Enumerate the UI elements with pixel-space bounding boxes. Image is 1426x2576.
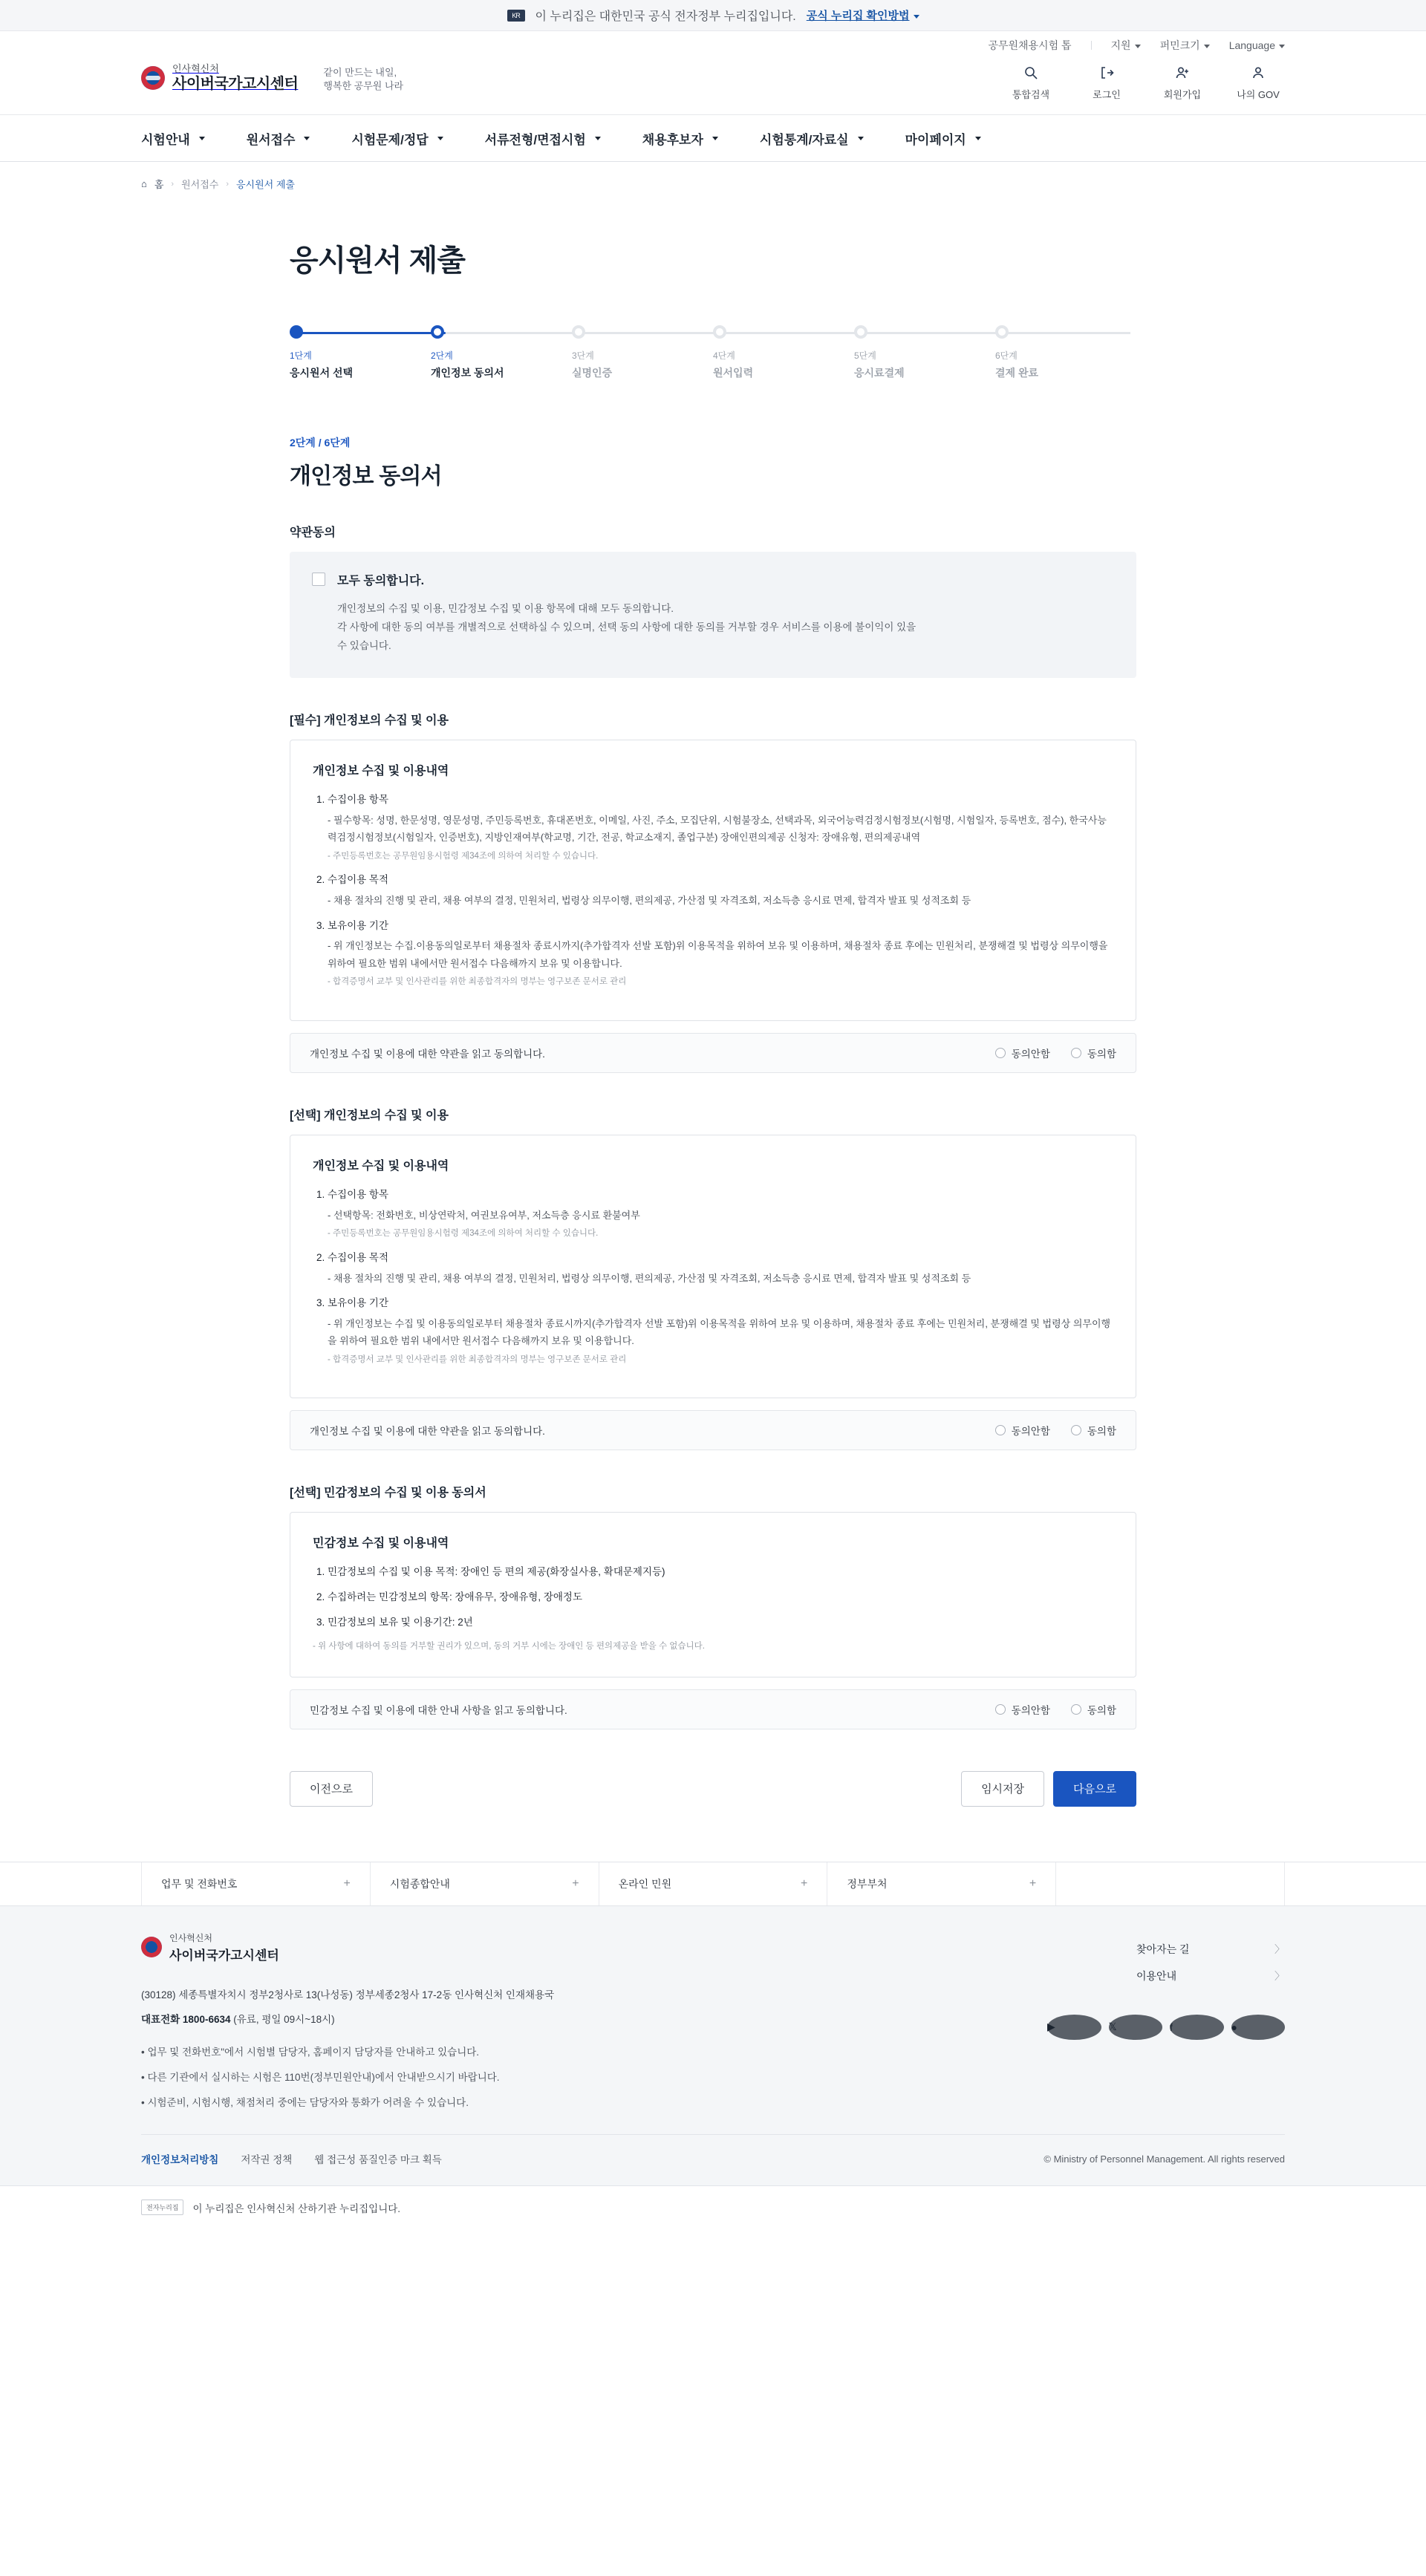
breadcrumb-home[interactable]: 홈 <box>154 179 164 190</box>
step-5[interactable] <box>854 325 995 380</box>
privacy-policy-link[interactable]: 개인정보처리방침 <box>141 2154 219 2166</box>
header-mygov-button[interactable] <box>1231 65 1285 101</box>
chevron-down-icon <box>595 137 601 140</box>
agree-all-description: 개인정보의 수집 및 이용, 민감정보 수집 및 이용 항목에 대해 모두 동의합니다. 각 사항에 대한 동의 여부를 개별적으로 선택하실 수 있으며, 선택 동의 사항에 대한 동의를 거부할 경우 서비스를 이용에 불이익이 있을 수 있습니다. <box>337 603 917 651</box>
chevron-right-icon: › <box>171 179 175 189</box>
block-0-item-2-fine: - 합격증명서 교부 및 인사관리를 위한 최종합격자의 명부는 영구보존 문서로 관리 <box>328 977 627 987</box>
step-label: 개인정보 동의서 <box>431 367 504 379</box>
facebook-icon[interactable]: f <box>1170 2015 1224 2040</box>
footer-logo-line2: 사이버국가고시센터 <box>169 1948 279 1963</box>
footer-logo-line1: 인사혁신처 <box>169 1932 212 1943</box>
step-dot <box>854 325 867 339</box>
temp-save-button[interactable]: 임시저장 <box>961 1771 1044 1807</box>
block-1-item-0-title: 수집이용 항목 <box>328 1188 388 1200</box>
block-1-item-2-sub: - 위 개인정보는 수집 및 이용동의일로부터 채용절차 종료시까지(추가합격자 선발 포함)위 이용목적을 위하여 보유 및 이용하며, 채용절차 종료 후에는 민원처리, 분쟁해결 및 법령상 의무이행을 위하여 필요한 범위 내에서만 원서접수 다음해까지 보유 및 이용합니다. <box>328 1317 1111 1347</box>
step-number: 3단계 <box>572 350 594 361</box>
chevron-down-icon <box>914 15 919 19</box>
footer-tel-note: (유료, 평일 09시~18시) <box>233 2014 335 2026</box>
header-search-button[interactable] <box>1004 65 1058 101</box>
sensitive-radio-label: 민감정보 수집 및 이용에 대한 안내 사항을 읽고 동의합니다. <box>310 1704 567 1716</box>
nav-item-statistics[interactable]: 시험통계/자료실 <box>760 129 864 148</box>
step-2[interactable] <box>431 325 572 380</box>
step-3[interactable] <box>572 325 713 380</box>
progress-stepper <box>290 325 1136 380</box>
logo-line2: 사이버국가고시센터 <box>172 76 299 93</box>
footer-link-3[interactable]: 정부부처 + <box>827 1862 1056 1905</box>
gov-official-banner <box>0 0 1426 31</box>
chevron-down-icon <box>1135 45 1141 48</box>
chevron-down-icon <box>1279 45 1285 48</box>
sensitive-radio-disagree[interactable]: 동의안함 <box>995 1702 1050 1717</box>
utility-bar <box>111 31 1315 59</box>
step-dot <box>713 325 726 339</box>
header-login-label: 로그인 <box>1093 89 1121 100</box>
block-1-item-2-fine: - 합격증명서 교부 및 인사관리를 위한 최종합격자의 명부는 영구보존 문서로 관리 <box>328 1354 627 1364</box>
gov-emblem-icon <box>141 1937 162 1957</box>
gov-banner-text: 이 누리집은 대한민국 공식 전자정부 누리집입니다. <box>535 10 796 23</box>
page-title: 응시원서 제출 <box>290 244 465 277</box>
chevron-down-icon <box>437 137 443 140</box>
plus-icon: + <box>1029 1876 1037 1890</box>
radio-button[interactable] <box>995 1425 1006 1435</box>
slogan <box>323 63 403 93</box>
step-number: 4단계 <box>713 350 735 361</box>
nav-item-documents-interview[interactable]: 서류전형/면접시험 <box>485 129 601 148</box>
block-1-item-0-sub: - 선택항목: 전화번호, 비상연락처, 여권보유여부, 저소득층 응시료 환불여부 <box>328 1209 640 1221</box>
step-number: 1단계 <box>290 350 312 361</box>
user-plus-icon <box>1156 65 1209 82</box>
block-1-item-0-fine: - 주민등록번호는 공무원임용시험령 제34조에 의하여 처리할 수 있습니다. <box>328 1229 599 1239</box>
breadcrumb-current: 응시원서 제출 <box>236 179 295 190</box>
footer-quick-links <box>0 1862 1426 1905</box>
nav-item-application[interactable]: 원서접수 <box>247 129 310 148</box>
step-label: 응시료결제 <box>854 367 905 379</box>
chevron-down-icon <box>304 137 310 140</box>
block-0-heading: [필수] 개인정보의 수집 및 이용 <box>290 714 449 727</box>
chevron-right-icon: 〉 <box>1274 1943 1285 1955</box>
footer-right-column <box>1047 1936 1285 2040</box>
block-1-terms <box>290 1135 1136 1398</box>
util-item-3[interactable]: Language <box>1229 39 1285 51</box>
web-accessibility-link[interactable]: 웹 접근성 품질인증 마크 획득 <box>314 2154 442 2166</box>
block-0-item-2-title: 보유이용 기간 <box>328 919 388 931</box>
logo-line1: 인사혁신처 <box>172 63 219 74</box>
block-1-item-1-sub: - 채용 절차의 진행 및 관리, 채용 여부의 결정, 민원처리, 법령상 의무이행, 편의제공, 가산점 및 자격조회, 저소득층 응시료 면제, 합격자 발표 및 성적조회 등 <box>328 1272 971 1284</box>
footer-tel-label: 대표전화 1800-6634 <box>141 2014 231 2026</box>
header-search-label: 통합검색 <box>1012 89 1050 100</box>
step-label: 결제 완료 <box>995 367 1038 379</box>
step-dot <box>431 325 444 339</box>
step-dot <box>572 325 585 339</box>
site-header <box>111 59 1315 114</box>
site-logo[interactable] <box>141 62 298 93</box>
plus-icon: + <box>572 1876 579 1890</box>
chevron-down-icon <box>712 137 718 140</box>
block-0-radio-label: 개인정보 수집 및 이용에 대한 약관을 읽고 동의합니다. <box>310 1048 545 1060</box>
brand-area <box>141 62 403 93</box>
chevron-down-icon <box>1204 45 1210 48</box>
nav-item-candidates[interactable]: 채용후보자 <box>642 129 718 148</box>
footer-strip-text: 이 누리집은 인사혁신처 산하기관 누리집입니다. <box>192 2202 401 2214</box>
block-1-heading: [선택] 개인정보의 수집 및 이용 <box>290 1109 449 1122</box>
gov-confirm-link[interactable]: 공식 누리집 확인방법 <box>807 7 919 23</box>
header-icon-menu <box>1004 62 1285 101</box>
sensitive-radio-row <box>290 1689 1136 1729</box>
block-0-item-0-sub: - 필수항목: 성명, 한문성명, 영문성명, 주민등록번호, 휴대폰번호, 이메일, 사진, 주소, 모집단위, 시험불장소, 선택과목, 외국어능력검정시험정보(시험명, 시험일자, 등록번호, 점수), 한국사능력검정시험정보(시험일자, 인증번호), 지방인재여부(학교명, 기간, 전공, 학교소재지, 졸업구분) 장애인편의제공 신청자: 장애유형, 편의제공내역 <box>328 814 1107 844</box>
person-icon <box>1231 65 1285 82</box>
block-0-radio-disagree[interactable]: 동의안함 <box>995 1046 1050 1060</box>
plus-icon: + <box>801 1876 808 1890</box>
block-0-radio-row <box>290 1033 1136 1073</box>
step-number: 2단계 <box>431 350 453 361</box>
footer-copyright: © Ministry of Personnel Management. All rights reserved <box>1044 2153 1285 2165</box>
agree-all-title: 모두 동의합니다. <box>337 575 425 587</box>
sensitive-heading: [선택] 민감정보의 수집 및 이용 동의서 <box>290 1487 486 1500</box>
step-number: 5단계 <box>854 350 876 361</box>
block-1-radio-row <box>290 1410 1136 1450</box>
footer-notes <box>141 2040 1285 2115</box>
korea-flag-icon: KR <box>507 10 525 22</box>
header-mygov-label: 나의 GOV <box>1237 89 1280 100</box>
divider <box>1091 41 1092 50</box>
chevron-down-icon <box>199 137 205 140</box>
nav-item-mypage[interactable]: 마이페이지 <box>905 129 981 148</box>
radio-button[interactable] <box>1071 1048 1081 1058</box>
footer-link-0[interactable]: 업무 및 전화번호 + <box>141 1862 371 1905</box>
gov-site-badge-icon: 전자누리집 <box>141 2200 183 2215</box>
block-1-radio-disagree[interactable]: 동의안함 <box>995 1423 1050 1438</box>
login-icon <box>1080 65 1133 82</box>
copyright-policy-link[interactable]: 저작권 정책 <box>241 2154 293 2166</box>
sensitive-item-1: 2. 수집하려는 민감정보의 항목: 장애유무, 장애유형, 장애정도 <box>328 1589 1113 1606</box>
block-0-item-2-sub: - 위 개인정보는 수집.이용동의일로부터 채용절차 종료시까지(추가합격자 선발 포함)위 이용목적을 위하여 보유 및 이용하며, 채용절차 종료 후에는 민원처리, 분쟁해결 및 법령상 의무이행을 위하여 필요한 범위 내에서만 원서접수 다음해까지 보유 및 이용합니다. <box>328 940 1108 969</box>
nav-item-exam-info[interactable]: 시험안내 <box>141 129 205 148</box>
home-icon[interactable]: ⌂ <box>141 178 147 189</box>
block-0-box-title: 개인정보 수집 및 이용내역 <box>313 764 449 777</box>
footer-social-links <box>1047 2015 1285 2040</box>
sensitive-terms <box>290 1512 1136 1677</box>
step-label: 원서입력 <box>713 367 754 379</box>
block-0-radio-agree[interactable]: 동의함 <box>1071 1046 1116 1060</box>
sensitive-item-2: 3. 민감정보의 보유 및 이용기간: 2년 <box>328 1614 1113 1631</box>
section-title: 개인정보 동의서 <box>290 464 442 489</box>
block-0-item-0-title: 수집이용 항목 <box>328 793 388 805</box>
block-1-item-2-title: 보유이용 기간 <box>328 1297 388 1308</box>
breadcrumb-item-0[interactable]: 원서접수 <box>181 179 219 190</box>
nav-item-questions-answers[interactable]: 시험문제/정답 <box>351 129 443 148</box>
youtube-icon[interactable]: ▶ <box>1047 2015 1101 2040</box>
footer-address: (30128) 세종특별자치시 정부2청사로 13(나성동) 정부세종2청사 17-2동 인사혁신처 인재채용국 <box>141 1989 555 2001</box>
util-item-0[interactable]: 공무원채용시험 톱 <box>988 39 1072 51</box>
breadcrumb <box>111 162 1315 191</box>
step-label: 응시원서 선택 <box>290 367 354 379</box>
radio-button[interactable] <box>1071 1425 1081 1435</box>
main-nav-wrapper <box>0 114 1426 162</box>
sensitive-item-0: 1. 민감정보의 수집 및 이용 목적: 장애인 등 편의 제공(화장실사용, 확대문제지등) <box>328 1564 1113 1581</box>
chevron-down-icon <box>975 137 981 140</box>
search-icon <box>1004 65 1058 82</box>
radio-button[interactable] <box>995 1048 1006 1058</box>
block-0-item-0-fine: - 주민등록번호는 공무원임용시험령 제34조에 의하여 처리할 수 있습니다. <box>328 851 599 861</box>
header-signup-label: 회원가입 <box>1163 89 1202 100</box>
header-signup-button[interactable] <box>1156 65 1209 101</box>
footer-directions-link[interactable]: 찾아자는 길 〉 <box>1136 1943 1285 1955</box>
sensitive-fine: - 위 사항에 대하여 동의를 거부할 권리가 있으며, 동의 거부 시에는 장애인 등 편의제공을 받을 수 없습니다. <box>313 1642 705 1651</box>
block-1-item-1-title: 수집이용 목적 <box>328 1251 388 1263</box>
header-login-button[interactable] <box>1080 65 1133 101</box>
step-4[interactable] <box>713 325 854 380</box>
site-footer <box>0 1905 1426 2186</box>
main-content <box>290 191 1136 1807</box>
step-number: 6단계 <box>995 350 1018 361</box>
chevron-right-icon: 〉 <box>1274 1969 1285 1982</box>
footer-note-0: • 업무 및 전화번호"에서 시험별 담당자, 홈페이지 담당자를 안내하고 있습니다. <box>141 2047 480 2058</box>
plus-icon: + <box>343 1876 351 1890</box>
next-button[interactable]: 다음으로 <box>1053 1771 1136 1807</box>
prev-button[interactable]: 이전으로 <box>290 1771 373 1807</box>
block-1-radio-agree[interactable]: 동의함 <box>1071 1423 1116 1438</box>
util-item-2[interactable]: 퍼민크기 <box>1160 38 1210 53</box>
chevron-down-icon <box>858 137 864 140</box>
block-0-item-1-sub: - 채용 절차의 진행 및 관리, 채용 여부의 결정, 민원처리, 법령상 의무이행, 편의제공, 가산점 및 자격조회, 저소득층 응시료 면제, 합격자 발표 및 성적조회 등 <box>328 895 971 907</box>
footer-note-2: • 시험준비, 시험시행, 채점처리 중에는 담당자와 통화가 어려울 수 있습니다. <box>141 2096 469 2108</box>
radio-button[interactable] <box>995 1704 1006 1715</box>
footer-usage-guide-link[interactable]: 이용안내 〉 <box>1136 1969 1285 1982</box>
chevron-right-icon: › <box>226 179 229 189</box>
footer-note-1: • 다른 기관에서 실시하는 시험은 110번(정부민원안내)에서 안내받으시기 바랍니다. <box>141 2071 500 2083</box>
step-6[interactable] <box>995 325 1136 380</box>
block-1-box-title: 개인정보 수집 및 이용내역 <box>313 1159 449 1173</box>
footer-link-2[interactable]: 온라인 민원 + <box>599 1862 828 1905</box>
gov-emblem-icon <box>141 66 165 90</box>
block-1-radio-label: 개인정보 수집 및 이용에 대한 약관을 읽고 동의합니다. <box>310 1426 545 1438</box>
util-item-1[interactable]: 지원 <box>1111 38 1141 53</box>
sensitive-radio-agree[interactable]: 동의함 <box>1071 1702 1116 1717</box>
step-label: 실명인증 <box>572 367 613 379</box>
step-1[interactable] <box>290 325 431 380</box>
main-nav <box>111 115 1315 161</box>
sensitive-box-title: 민감정보 수집 및 이용내역 <box>313 1537 449 1551</box>
slogan-line1: 같이 만드는 내일, <box>323 66 397 78</box>
footer-bottom-strip <box>0 2185 1426 2228</box>
agree-all-checkbox[interactable] <box>312 573 325 586</box>
agree-all-box[interactable] <box>290 552 1136 678</box>
step-dot <box>290 325 303 339</box>
block-0-item-1-title: 수집이용 목적 <box>328 874 388 886</box>
form-button-row <box>290 1771 1136 1807</box>
slogan-line2: 행복한 공무원 나라 <box>323 79 404 91</box>
footer-bottom-bar <box>141 2134 1285 2166</box>
footer-link-1[interactable]: 시험종합안내 + <box>371 1862 599 1905</box>
agreement-heading: 약관동의 <box>290 526 336 539</box>
x-twitter-icon[interactable]: 𝕏 <box>1109 2015 1163 2040</box>
radio-button[interactable] <box>1071 1704 1081 1715</box>
step-dot <box>995 325 1009 339</box>
section-step-indicator: 2단계 / 6단계 <box>290 437 351 449</box>
kakao-icon[interactable]: ● <box>1231 2015 1286 2040</box>
block-0-terms <box>290 740 1136 1021</box>
footer-link-spacer <box>1056 1862 1285 1905</box>
